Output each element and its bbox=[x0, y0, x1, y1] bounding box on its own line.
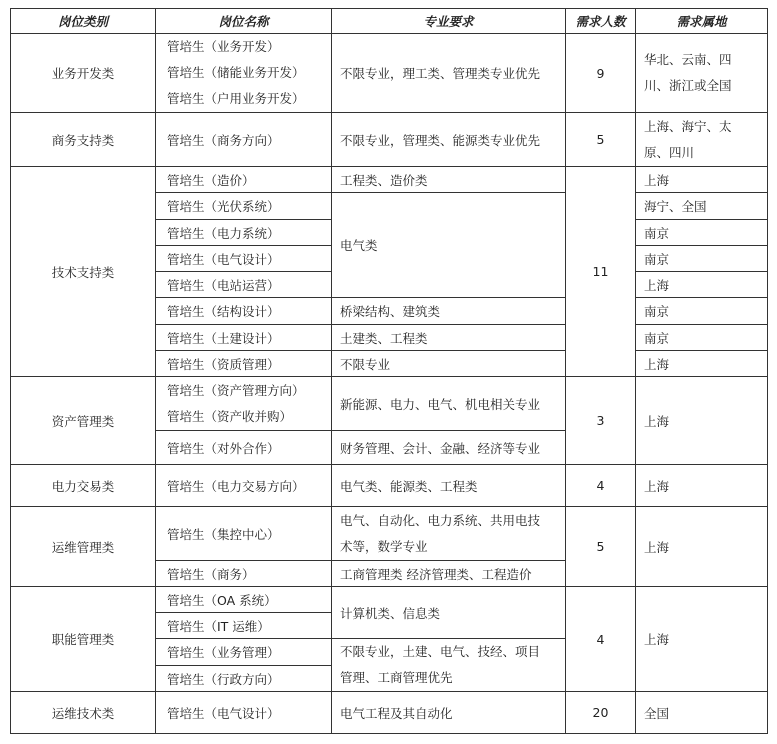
location-cell: 上海 bbox=[636, 272, 768, 298]
location-cell: 上海 bbox=[636, 377, 768, 465]
position-cell bbox=[156, 377, 332, 431]
major-cell: 工商管理类 经济管理类、工程造价 bbox=[332, 561, 566, 587]
position-cell: 管培生（业务管理） bbox=[156, 639, 332, 666]
major-cell: 电气类、能源类、工程类 bbox=[332, 465, 566, 507]
location-cell: 上海 bbox=[636, 351, 768, 377]
major-cell: 财务管理、会计、金融、经济等专业 bbox=[332, 431, 566, 465]
location-cell: 上海 bbox=[636, 507, 768, 587]
position-text: 管培生（资产管理方向） bbox=[167, 382, 305, 398]
header-row bbox=[11, 9, 768, 34]
header-major: 专业要求 bbox=[332, 9, 566, 34]
table-row bbox=[11, 507, 768, 561]
position-cell: 管培生（光伏系统） bbox=[156, 193, 332, 220]
major-cell: 工程类、造价类 bbox=[332, 167, 566, 193]
position-cell: 管培生（OA 系统） bbox=[156, 587, 332, 613]
major-cell bbox=[332, 639, 566, 692]
category-cell: 电力交易类 bbox=[11, 465, 156, 507]
category-cell: 商务支持类 bbox=[11, 113, 156, 167]
major-text: 不限专业，土建、电气、技经、项目 bbox=[340, 644, 541, 659]
position-cell: 管培生（集控中心） bbox=[156, 507, 332, 561]
table-row bbox=[11, 692, 768, 734]
count-cell: 20 bbox=[566, 692, 636, 734]
location-cell bbox=[636, 34, 768, 113]
major-cell: 电气工程及其自动化 bbox=[332, 692, 566, 734]
location-text: 上海、海宁、太 bbox=[644, 118, 732, 134]
major-cell: 土建类、工程类 bbox=[332, 325, 566, 351]
category-cell: 职能管理类 bbox=[11, 587, 156, 692]
table-row bbox=[11, 113, 768, 167]
header-category: 岗位类别 bbox=[11, 9, 156, 34]
major-cell: 电气类 bbox=[332, 193, 566, 298]
table-row bbox=[11, 587, 768, 613]
position-cell: 管培生（商务） bbox=[156, 561, 332, 587]
location-text: 原、四川 bbox=[644, 144, 695, 160]
position-cell: 管培生（电气设计） bbox=[156, 246, 332, 272]
position-cell: 管培生（资质管理） bbox=[156, 351, 332, 377]
table-row bbox=[11, 465, 768, 507]
location-cell: 上海 bbox=[636, 167, 768, 193]
count-cell: 9 bbox=[566, 34, 636, 113]
position-cell bbox=[156, 34, 332, 113]
recruitment-table bbox=[10, 8, 768, 734]
position-text: 管培生（储能业务开发） bbox=[167, 65, 305, 80]
position-cell: 管培生（电力交易方向） bbox=[156, 465, 332, 507]
count-cell: 11 bbox=[566, 167, 636, 377]
position-text: 管培生（资产收并购） bbox=[167, 408, 293, 424]
position-cell: 管培生（商务方向） bbox=[156, 113, 332, 167]
header-count: 需求人数 bbox=[566, 9, 636, 34]
position-cell: 管培生（造价） bbox=[156, 167, 332, 193]
location-cell: 海宁、全国 bbox=[636, 193, 768, 220]
count-cell: 4 bbox=[566, 465, 636, 507]
position-text: 管培生（业务开发） bbox=[167, 39, 280, 54]
location-text: 华北、云南、四 bbox=[644, 52, 732, 67]
count-cell: 5 bbox=[566, 507, 636, 587]
location-cell: 全国 bbox=[636, 692, 768, 734]
location-text: 川、浙江或全国 bbox=[644, 78, 732, 93]
major-cell: 不限专业，管理类、能源类专业优先 bbox=[332, 113, 566, 167]
category-cell: 资产管理类 bbox=[11, 377, 156, 465]
major-text: 管理、工商管理优先 bbox=[340, 670, 453, 685]
position-cell: 管培生（电气设计） bbox=[156, 692, 332, 734]
major-cell: 不限专业 bbox=[332, 351, 566, 377]
position-cell: 管培生（电站运营） bbox=[156, 272, 332, 298]
major-cell bbox=[332, 507, 566, 561]
major-text: 电气、自动化、电力系统、共用电技 bbox=[340, 512, 541, 528]
table-row bbox=[11, 167, 768, 193]
location-cell: 南京 bbox=[636, 298, 768, 325]
position-text: 管培生（户用业务开发） bbox=[167, 91, 305, 106]
table-row bbox=[11, 34, 768, 113]
major-cell: 桥梁结构、建筑类 bbox=[332, 298, 566, 325]
location-cell: 上海 bbox=[636, 587, 768, 692]
header-position: 岗位名称 bbox=[156, 9, 332, 34]
header-location: 需求属地 bbox=[636, 9, 768, 34]
table-row bbox=[11, 377, 768, 431]
category-cell: 业务开发类 bbox=[11, 34, 156, 113]
category-cell: 技术支持类 bbox=[11, 167, 156, 377]
count-cell: 3 bbox=[566, 377, 636, 465]
major-cell: 不限专业，理工类、管理类专业优先 bbox=[332, 34, 566, 113]
position-cell: 管培生（土建设计） bbox=[156, 325, 332, 351]
position-cell: 管培生（IT 运维） bbox=[156, 613, 332, 639]
category-cell: 运维技术类 bbox=[11, 692, 156, 734]
position-cell: 管培生（对外合作） bbox=[156, 431, 332, 465]
position-cell: 管培生（行政方向） bbox=[156, 666, 332, 692]
location-cell: 南京 bbox=[636, 246, 768, 272]
count-cell: 4 bbox=[566, 587, 636, 692]
position-cell: 管培生（结构设计） bbox=[156, 298, 332, 325]
location-cell: 南京 bbox=[636, 220, 768, 246]
major-cell: 计算机类、信息类 bbox=[332, 587, 566, 639]
major-cell: 新能源、电力、电气、机电相关专业 bbox=[332, 377, 566, 431]
category-cell: 运维管理类 bbox=[11, 507, 156, 587]
major-text: 术等，数学专业 bbox=[340, 538, 428, 554]
location-cell: 南京 bbox=[636, 325, 768, 351]
location-cell bbox=[636, 113, 768, 167]
count-cell: 5 bbox=[566, 113, 636, 167]
location-cell: 上海 bbox=[636, 465, 768, 507]
position-cell: 管培生（电力系统） bbox=[156, 220, 332, 246]
